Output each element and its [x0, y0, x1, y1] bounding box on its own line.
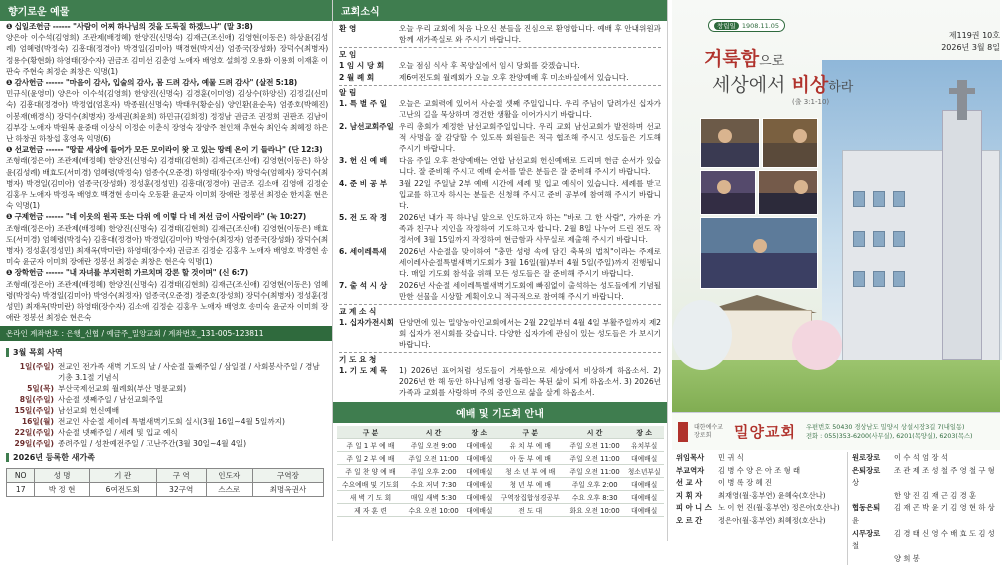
schedule-date: 22일(주일) [14, 428, 54, 438]
schedule-row [6, 394, 326, 405]
worship-cell: 주일 오후 2:00 [565, 478, 624, 491]
staff-row [676, 465, 843, 478]
news-row [339, 365, 661, 398]
worship-row [337, 465, 664, 478]
worship-cell: 청 소 년 부 예 배 [495, 465, 565, 478]
staff-role: 시무장로 [852, 528, 881, 538]
cover-image [672, 0, 1000, 450]
staff-names: 노 이 헌 진(월·홍부연) 정은아(호산나) [718, 503, 840, 513]
offering-blocks [0, 21, 332, 323]
worship-cell: 수요 오후 8:30 [565, 491, 624, 504]
offering-block [0, 21, 332, 77]
news-key: 5. 전 도 작 정 [339, 213, 388, 222]
worship-header: 예배 및 기도회 안내 [333, 402, 667, 423]
worship-cell: 청소년부실 [624, 465, 664, 478]
offering-verse: "마음이 감사, 입술의 감사, 몸 드려 감사, 예물 드려 감사" (살전 5:18) [65, 78, 298, 88]
worship-header-cell: 장 소 [463, 426, 495, 439]
news-value: 다음 주일 오후 찬양예배는 연합 남선교회 헌신예배로 드리며 헌금 순서가 있습니다. 잘 준비해 주시고 예배 순서를 맡은 분들은 잘 준비해 주시기 바랍니다. [399, 156, 661, 176]
cross-icon [957, 80, 967, 120]
staff-row [676, 477, 843, 490]
worship-cell: 주일 오전 11:00 [565, 452, 624, 465]
register-header-cell: NO [7, 469, 35, 483]
staff-row [676, 515, 843, 528]
worship-cell: 제 자 훈 련 [337, 504, 404, 517]
register-row [7, 483, 324, 497]
staff-names: 조 관 제 조 성 철 주 영 철 구 형 상 [852, 465, 995, 488]
photo-3 [700, 170, 756, 215]
staff-role: 오 르 간 [676, 515, 703, 525]
scripture-reference: (출 3:1-10) [792, 98, 830, 106]
news-key: 2. 남선교회주일 [339, 122, 394, 131]
register-header-cell: 인도자 [206, 469, 252, 483]
staff-names: 이 병 록 장 혜 진 [718, 478, 772, 488]
slogan-line-2: 세상에서 비상하라 [712, 74, 854, 96]
news-section: 모 임 [339, 47, 661, 60]
worship-header-cell: 시 간 [565, 426, 624, 439]
staff-row [852, 490, 996, 503]
offering-heading [6, 77, 328, 88]
staff-names: 김 경 태 신 영 수 배 효 도 김 성 철 [852, 528, 995, 551]
worship-table [337, 426, 664, 517]
worship-cell: 화요 오전 10:00 [565, 504, 624, 517]
church-contact [806, 423, 973, 441]
worship-cell: 전 도 대 [495, 504, 565, 517]
cross-logo-icon [678, 422, 688, 442]
news-key: 4. 준 비 공 부 [339, 179, 388, 188]
volume-number: 제119권 10호 [948, 31, 1000, 40]
offering-column [0, 0, 333, 541]
news-row [339, 280, 661, 302]
offering-names: 조형래(정은아) 조관제(배정혜) 한양진(신명숙) 김경태(김현희) 김재근(조신애) 김영현(이동은) 배효도(서미경) 엄혜령(박정숙) 김흥대(정경아) 박경일(김미아) 박영수(최정자) 엄종국(장성화) 장덕수(최병자) 정성훈(정성민) 최재옥(박미란) 하영태(장수자) 권금조 김정순 김홍우 노애자 배영호 박경현 송미숙 윤군자 이미희 장애란 정봉선 최정순 최창은 현은숙 익명(1) [6, 223, 328, 267]
schedule-date: 15일(주일) [14, 406, 54, 416]
register-cell: 17 [7, 483, 35, 497]
staff-row [852, 502, 996, 527]
news-value: 우리 총회가 제정한 남선교회주일입니다. 우리 교회 남선교회가 발전하며 선교적 사명을 잘 감당할 수 있도록 회원들은 적극 협조해 주시고 성도들은 기도해 주시기 바랍니다. [399, 122, 661, 153]
worship-cell: 주 일 찬 양 예 배 [337, 465, 404, 478]
photo-2 [762, 118, 818, 168]
offering-heading [6, 211, 328, 222]
offering-title: ❶ 십일조헌금 ------ [6, 22, 73, 31]
worship-row [337, 491, 664, 504]
schedule-row [6, 361, 326, 383]
worship-cell: 주일 오전 9:00 [404, 439, 463, 452]
staff-row [852, 465, 996, 490]
offering-verse: "사람이 어찌 하나님의 것을 도둑질 하겠느냐" (말 3:8) [72, 22, 253, 31]
staff-row [676, 490, 843, 503]
schedule-date: 1일(주일) [19, 362, 54, 372]
slogan-line-1: 거룩함으로 [704, 48, 785, 70]
news-row [339, 212, 661, 245]
photo-4 [758, 170, 818, 215]
church-tower [942, 110, 982, 360]
worship-cell: 새 벽 기 도 회 [337, 491, 404, 504]
register-cell: 스스로 [206, 483, 252, 497]
schedule-date: 16일(월) [21, 417, 54, 427]
news-row [339, 23, 661, 45]
schedule-row [6, 427, 326, 438]
news-column [333, 0, 668, 541]
register-header-cell: 성 명 [35, 469, 89, 483]
worship-cell: 주일 오전 11:00 [404, 452, 463, 465]
offering-header: 향기로운 예물 [0, 0, 332, 21]
register-header-cell: 기 관 [89, 469, 156, 483]
news-row [339, 178, 661, 211]
staff-row [852, 553, 996, 565]
news-value: 제6여전도회 월례회가 오늘 오후 찬양예배 후 미소바실에서 있습니다. [399, 73, 629, 82]
staff-row [676, 502, 843, 515]
register-title: 2026년 등록한 새가족 [0, 449, 332, 466]
schedule-text: 전교인 전가족 새벽 기도의 날 / 사순절 둘째주일 / 삼일절 / 사회봉사주일 / 경남기총 3.1절 기념식 [58, 362, 320, 383]
offering-title: ❶ 구제헌금 ------ [6, 212, 66, 222]
offering-block [0, 267, 332, 323]
news-value: 오늘은 교회력에 있어서 사순절 셋째 주일입니다. 우리 주님이 달려가신 십자가 고난의 길을 묵상하며 경건한 생활을 이어가시기 바랍니다. [399, 99, 661, 119]
offering-heading [6, 144, 328, 155]
register-table [6, 468, 324, 497]
schedule-text: 전교인 사순절 세이레 특별새벽기도회 실시(3월 16일~4월 5일까지) [58, 417, 285, 427]
schedule-text: 종려주일 / 성찬예전주일 / 고난주간(3월 30일~4월 4일) [58, 439, 247, 449]
news-key: 1. 십자가전시회 [339, 318, 394, 327]
address: 우편번호 50430 경상남도 밀양시 상설시장3길 7(내일동) [805, 423, 965, 431]
news-value: 2026년 사순절 세이레특별새벽기도회에 빠짐없이 출석하는 성도들에게 기념될 만한 선물을 시상할 계획이오니 적극적으로 참여해 주시기 바랍니다. [399, 281, 661, 301]
church-footer [672, 412, 1000, 450]
worship-row [337, 504, 664, 517]
news-value: 2026년 사순절을 맞이하여 "충만 성령 속에 담긴 축복의 법칙"이라는 주제로 세이레사순절특별새벽기도회가 3월 16일(월)부터 4월 5일(주일)까지 진행됩니다. 매일 기도회 참석을 위해 모든 성도들은 잘 준비해 주시기 바랍니다. [399, 247, 661, 278]
worship-cell: 청 년 부 예 배 [495, 478, 565, 491]
photo-1 [700, 118, 760, 168]
worship-cell: 수요 오전 10:00 [404, 504, 463, 517]
staff-names: 양 희 봉 [894, 553, 920, 563]
news-value: 2026년 내가 꼭 하나님 앞으로 인도하고자 하는 "바로 그 한 사람", 가까운 가족과 친구나 지인을 작정하여 기도하고자 합니다. 2월 8일 나누어 드린 전도 작정서에 3월 15일까지 작정하여 현금함과 사무실로 제출해 주시기 바랍니다. [399, 213, 661, 244]
offering-names: 민규식(윤영미) 양은아 이수석(김영희) 한양진(신명숙) 김경훈(이미영) 김상수(하양신) 김정길(신미숙) 김흥대(정경아) 박정엽(엄혼자) 박종원(신명숙) 박태우(황순심) 양인환(윤순옥) 엄종호(박혜진) 이봉재(배경식) 장덕수(최병자) 장세권(최윤희) 하민규(김희정) 정정남 권금조 권정희 권판조 김남이 김부강 노애자 박원복 윤중태 이상식 이정순 이춘식 장영숙 장양주 천인채 추현숙 최인숙 최혜정 하은난 하창권 하창섭 홍영옥 익명(6) [6, 89, 328, 144]
news-row [339, 246, 661, 279]
news-key: 7. 출 석 시 상 [339, 281, 388, 290]
staff-names: 김 재 곤 박 윤 기 김 영 현 하 상 윤 [852, 503, 995, 525]
worship-cell: 주 일 2 부 예 배 [337, 452, 404, 465]
worship-header-row [337, 426, 664, 439]
news-key: 3. 헌 신 예 배 [339, 156, 388, 165]
schedule-row [6, 405, 326, 416]
staff-left [672, 452, 848, 565]
staff-names: 한 양 진 김 재 근 김 경 훈 [894, 490, 976, 500]
news-header: 교회소식 [333, 0, 667, 21]
offering-heading [6, 21, 328, 32]
register-header-cell: 구 역 [156, 469, 206, 483]
news-key: 6. 세이레특새 [339, 247, 387, 256]
worship-row [337, 478, 664, 491]
offering-verse: "내 자녀를 부지런히 가르치며 강론 할 것이며" (신 6:7) [65, 268, 249, 278]
schedule-row [6, 383, 326, 394]
worship-cell: 대예배실 [463, 478, 495, 491]
worship-cell: 대예배실 [624, 452, 664, 465]
worship-cell: 수요 저녁 7:30 [404, 478, 463, 491]
schedule-list [0, 361, 332, 449]
schedule-row [6, 438, 326, 449]
staff-role: 부교역자 [676, 465, 705, 475]
schedule-date: 5일(목) [27, 384, 54, 394]
register-header-cell: 구역장 [252, 469, 323, 483]
staff-names: 민 귀 식 [718, 453, 744, 462]
offering-verse: "땅끝 세상에 들어가 모든 모이라이 왓 고 있는 땅레 온이 기 들라나" (단 12:3) [65, 145, 323, 155]
worship-header-cell: 장 소 [624, 426, 664, 439]
worship-header-cell: 시 간 [404, 426, 463, 439]
worship-header-cell: 구 분 [495, 426, 565, 439]
worship-cell: 아 동 부 예 배 [495, 452, 565, 465]
bullet-icon [6, 348, 9, 357]
staff-row [852, 528, 996, 553]
staff-role: 협동은퇴 [852, 503, 881, 513]
worship-cell: 대예배실 [624, 504, 664, 517]
worship-row [337, 452, 664, 465]
phone: 전화 : 055)353-6200(사무실), 6201(목양실), 6203(목스) [805, 432, 973, 440]
offering-block [0, 144, 332, 211]
offering-block [0, 211, 332, 267]
news-list [333, 23, 667, 398]
register-cell: 6여전도회 [89, 483, 156, 497]
staff-role: 지 휘 자 [676, 490, 703, 500]
offering-block [0, 77, 332, 144]
schedule-text: 남선교회 헌신예배 [58, 406, 120, 416]
cover-column [668, 0, 1000, 563]
worship-cell: 주일 오후 2:00 [404, 465, 463, 478]
news-value: 단양면에 있는 밀양농아인교회에서는 2월 22일부터 4월 4일 부활주일까지 제2회 십자가 전시회를 갖습니다. 다양한 십자가에 관심이 있는 성도들은 가 보시기 바랍니다. [399, 318, 661, 349]
worship-cell: 대예배실 [624, 478, 664, 491]
news-value: 오늘 우리 교회에 처음 나오신 분들을 진심으로 환영합니다. 예배 후 안내위원과 함께 새가족실로 와 주시기 바랍니다. [399, 24, 661, 44]
news-value: 1) 2026년 표어처럼 성도들이 거룩함으로 세상에서 비상하게 하옵소서. 2) 2026년 한 해 동안 하나님께 영광 돌리는 복된 삶이 되게 하옵소서. 3) 2026년 가족과 교회를 사랑하며 주의 증인으로 삶을 살게 하옵소서. [399, 366, 661, 397]
staff-right [848, 452, 1000, 565]
worship-cell: 대예배실 [624, 491, 664, 504]
worship-header-cell: 구 분 [337, 426, 404, 439]
worship-cell: 유 치 부 예 배 [495, 439, 565, 452]
worship-cell: 주 일 1 부 예 배 [337, 439, 404, 452]
staff-list [672, 452, 1000, 565]
account-banner: 온라인 계좌번호 : 은행_신협 / 예금주_밀양교회 / 계좌번호_131-005-123811 [0, 326, 332, 341]
schedule-row [6, 416, 326, 427]
register-cell: 박 정 현 [35, 483, 89, 497]
worship-cell: 수요예배 및 기도회 [337, 478, 404, 491]
offering-title: ❶ 선교헌금 ------ [6, 145, 66, 155]
news-row [339, 98, 661, 120]
news-row [339, 72, 661, 83]
news-key: 환 영 [339, 24, 357, 33]
worship-cell: 대예배실 [463, 439, 495, 452]
worship-cell: 유치부실 [624, 439, 664, 452]
register-cell: 32구역 [156, 483, 206, 497]
news-section: 알 림 [339, 85, 661, 98]
worship-cell: 대예배실 [463, 465, 495, 478]
staff-role: 선 교 사 [676, 478, 703, 488]
schedule-date: 8일(주일) [19, 395, 54, 405]
offering-names: 양은아 이수석(김영희) 조관제(배정혜) 한양진(신명숙) 김재근(조신애) 김영현(이동은) 하상윤(김성례) 엄혜령(박정숙) 김흥대(정경아) 박경일(김미아) 백경현(박지선) 엄종국(장성화) 장덕수(최병자) 정용수(황현화) 하영태(장수자) 권금조 김미선 김춘엉 노애자 배영호 설희정 오용화 이용희 이재훈 이판숙 주현숙 최정순 최창은 익명(1) [6, 33, 328, 76]
register-cell: 최명옥권사 [252, 483, 323, 497]
offering-title: ❶ 장학헌금 ------ [6, 268, 66, 278]
offering-verse: "네 이웃의 원곡 또는 다위 에 이렇 다 네 저선 금이 사람이라" (눅 10:27) [65, 212, 307, 222]
staff-row [676, 452, 843, 465]
offering-names: 조형래(정은아) 조관제(배정혜) 한양진(신명숙) 김경태(김현희) 김재근(조신애) 김영현(이동은) 엄혜령(박정숙) 박경일(김미아) 박영수(최정자) 엄종국(오준경) 정준호(장성희) 장덕수(최병자) 정성훈(정성민) 최재옥(박미란) 하영태(장수자) 김소애 김정순 김홍우 노애자 배영호 송미숙 윤군자 이미희 장애란 정봉선 최정순 현은숙 [6, 279, 328, 323]
staff-role: 피 아 니 스 [676, 503, 712, 513]
worship-cell: 구역장집합성경공부 [495, 491, 565, 504]
news-key: 2 월 례 회 [339, 73, 375, 82]
offering-heading [6, 267, 328, 278]
staff-names: 이 수 석 엄 장 석 [894, 453, 948, 462]
register-header-row [7, 469, 324, 483]
worship-cell: 대예배실 [463, 452, 495, 465]
worship-row [337, 439, 664, 452]
issue-date: 2026년 3월 8일 [941, 43, 1000, 52]
news-value: 오늘 점심 식사 후 목양실에서 임시 당회를 갖겠습니다. [399, 61, 580, 70]
news-section: 기 도 요 청 [339, 352, 661, 365]
news-section: 교 계 소 식 [339, 304, 661, 317]
schedule-text: 부산국제선교회 월례회(부산 명륜교회) [58, 384, 187, 394]
worship-cell: 주일 오전 11:00 [565, 439, 624, 452]
staff-names: 최재영(월·홍부연) 윤혜숙(호산나) [718, 490, 826, 500]
offering-names: 조형래(정은아) 조관제(배정혜) 한양진(신명숙) 김경태(김현희) 김재근(조신애) 김영현(이동은) 하상윤(김성례) 배효도(서미경) 엄혜령(박정숙) 엄종수(오준경) 하영태(장수자) 박영숙(엄혜자) 장덕수(최병자) 박경일(김미아) 엄종국(장성화) 정성훈(정성민) 김흥대(정경아) 권금조 김소애 김영애 김정순 김홍우 노애자 박정옥 배영호 백경현 송미숙 오동환 윤군자 이미희 장애란 정봉선 최정순 한지훈 현은숙 익명(1) [6, 156, 328, 211]
news-row [339, 121, 661, 154]
staff-names: 김 병 수 양 은 아 조 형 래 [718, 465, 800, 475]
staff-role: 은퇴장로 [852, 465, 881, 475]
worship-cell: 대예배실 [463, 504, 495, 517]
news-key: 1. 기 도 제 목 [339, 366, 388, 375]
worship-cell: 대예배실 [463, 491, 495, 504]
news-key: 1 임 시 당 회 [339, 61, 385, 70]
schedule-title: 3월 목회 사역 [0, 344, 332, 361]
bullet-icon [6, 453, 9, 462]
schedule-text: 사순절 셋째주일 / 남선교회주일 [58, 395, 164, 405]
offering-title: ❶ 감사헌금 ------ [6, 78, 66, 88]
denomination: 대한예수교 장로회 [694, 423, 723, 439]
worship-cell: 주일 오전 11:00 [565, 465, 624, 478]
schedule-date: 29일(주일) [14, 439, 54, 449]
staff-row [852, 452, 996, 465]
news-row [339, 317, 661, 350]
news-key: 1. 특 별 주 일 [339, 99, 388, 108]
staff-role: 원로장로 [852, 453, 881, 462]
staff-names: 정은아(월·홍부연) 최혜정(호산나) [718, 515, 826, 525]
photo-5 [700, 217, 818, 289]
news-row [339, 60, 661, 71]
news-value: 3월 22일 주일날 2부 예배 시간에 세례 및 입교 예식이 있습니다. 세례를 받고 입교를 하고자 하시는 분들은 신청해 주시고 준비 공부에 참여해 주시기 바랍니다. [399, 179, 661, 210]
news-row [339, 155, 661, 177]
schedule-text: 사순절 넷째주일 / 세례 및 입교 예식 [58, 428, 178, 438]
worship-cell: 매일 새벽 5:30 [404, 491, 463, 504]
church-name: 밀양교회 [734, 423, 796, 441]
volume-info [920, 30, 1000, 54]
founding-badge: 창립일 1908.11.05 [708, 19, 785, 32]
staff-role: 위임목사 [676, 453, 705, 462]
